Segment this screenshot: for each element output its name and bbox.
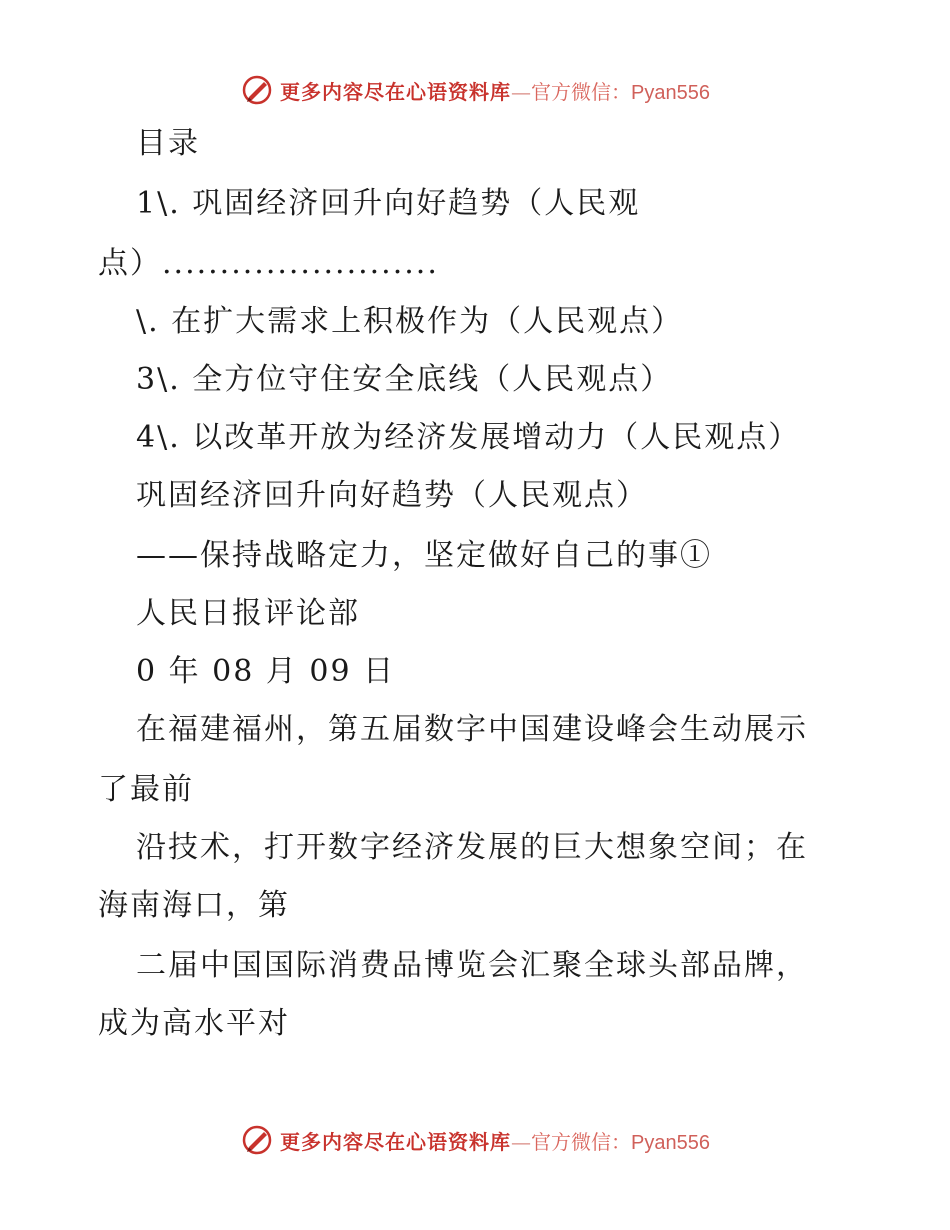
toc-item-1: 1\. 巩固经济回升向好趋势（人民观	[136, 186, 641, 221]
paragraph-line: 了最前	[98, 772, 194, 807]
toc-item-2: \. 在扩大需求上积极作为（人民观点）	[136, 304, 684, 339]
watermark-brand: 更多内容尽在心语资料库	[280, 79, 512, 104]
watermark-suffix: 官方微信：	[531, 79, 632, 104]
watermark-text	[280, 1126, 710, 1155]
watermark-brand: 更多内容尽在心语资料库	[280, 1129, 512, 1154]
watermark-id: Pyan556	[631, 1131, 710, 1154]
article-title: 巩固经济回升向好趋势（人民观点）	[136, 478, 648, 513]
brand-logo-icon	[240, 1123, 274, 1157]
watermark-banner-top	[0, 70, 950, 110]
article-subtitle: ——保持战略定力，坚定做好自己的事①	[136, 538, 712, 573]
paragraph-line: 成为高水平对	[98, 1006, 290, 1041]
paragraph-line: 沿技术，打开数字经济发展的巨大想象空间；在	[136, 830, 808, 865]
watermark-banner-bottom	[0, 1120, 950, 1160]
toc-heading: 目录	[136, 126, 200, 161]
article-date: 0 年 08 月 09 日	[136, 654, 396, 689]
paragraph-line: 二届中国国际消费品博览会汇聚全球头部品牌，	[136, 948, 808, 983]
paragraph-line: 海南海口，第	[98, 888, 290, 923]
article-author: 人民日报评论部	[136, 596, 360, 631]
watermark-id: Pyan556	[631, 81, 710, 104]
watermark-text	[280, 76, 710, 105]
toc-item-4: 4\. 以改革开放为经济发展增动力（人民观点）	[136, 420, 801, 455]
watermark-separator: —	[511, 1129, 532, 1154]
brand-logo-icon	[240, 73, 274, 107]
watermark-suffix: 官方微信：	[531, 1129, 632, 1154]
watermark-separator: —	[511, 79, 532, 104]
paragraph-line: 在福建福州，第五届数字中国建设峰会生动展示	[136, 712, 808, 747]
toc-item-1-continued: 点）........................	[98, 246, 439, 281]
toc-item-3: 3\. 全方位守住安全底线（人民观点）	[136, 362, 673, 397]
